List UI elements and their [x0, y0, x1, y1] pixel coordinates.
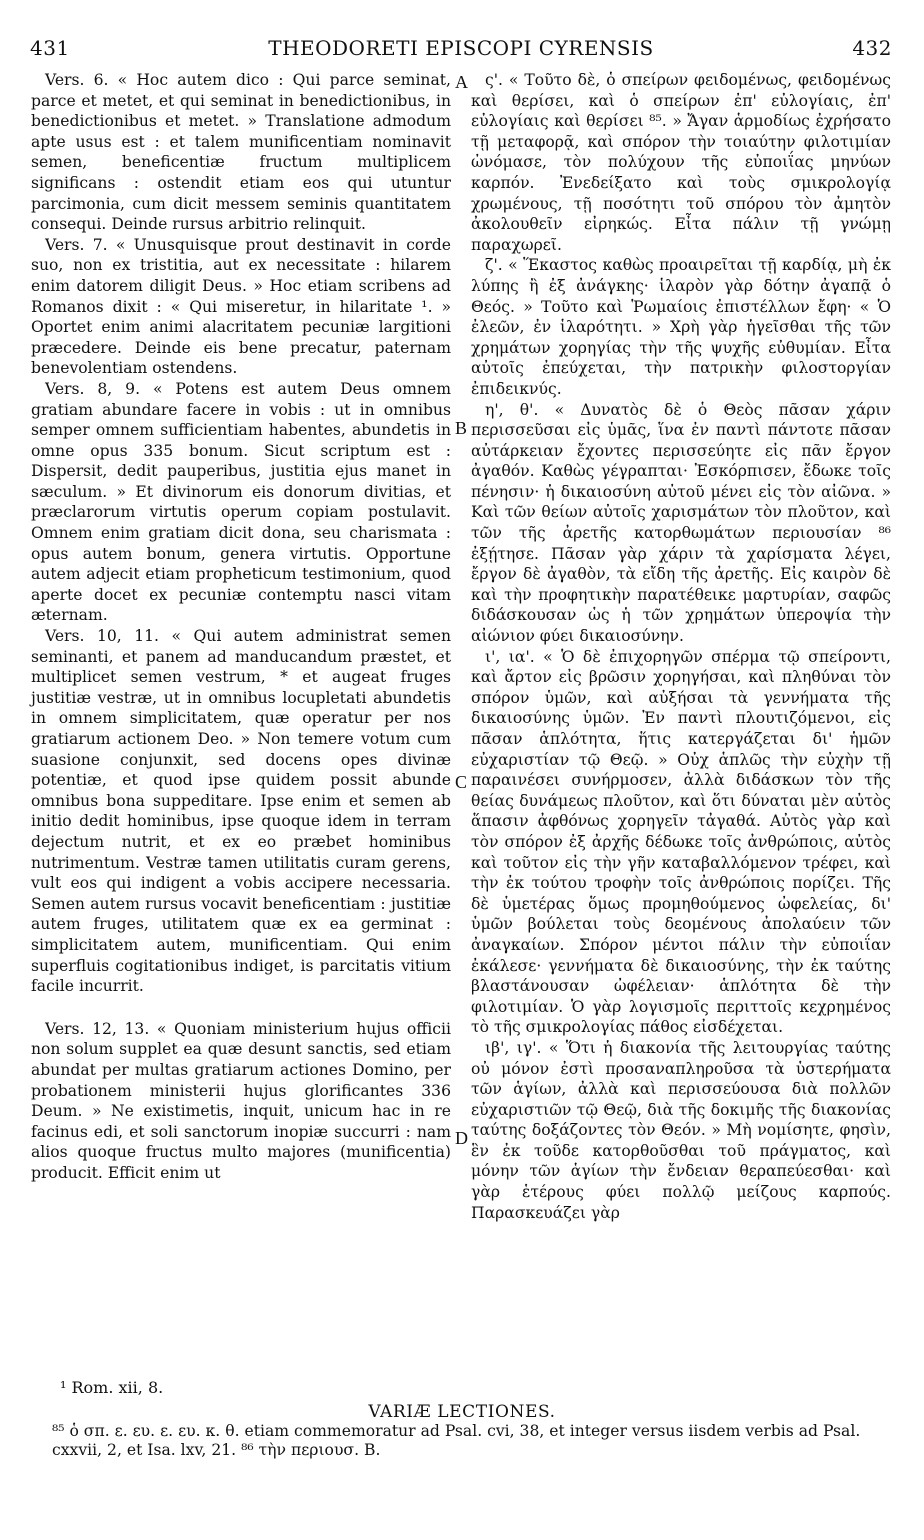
running-title: THEODORETI EPISCOPI CYRENSIS: [268, 36, 654, 60]
left-page-number: 431: [30, 36, 70, 60]
latin-paragraph: Vers. 6. « Hoc autem dico : Qui parce seminat, parce et metet, et qui seminat in benedictionibus, in benedictionibus et metet. » Translatione admodum apte usus est : et talem munificentiam nominavit semen, beneficentiæ fructum multiplicem significans : ostendit etiam eos qui utuntur parcimonia, cum dicit messem seminis quantitatem consequi. Deinde rursus arbitrio relinquit.: [31, 71, 451, 234]
right-page-number: 432: [852, 36, 892, 60]
section-marker-d: D: [455, 1128, 468, 1148]
footnote: ¹ Rom. xii, 8.: [60, 1378, 164, 1397]
latin-paragraph: Vers. 7. « Unusquisque prout destinavit in corde suo, non ex tristitia, aut ex necessitate : hilarem enim datorem diligit Deus. » Hoc etiam scribens ad Romanos dixit : « Qui miseretur, in hilaritate ¹. » Oportet enim animi alacritatem pecuniæ largitioni præcedere. Deinde eis bene precatur, paternam benevolentiam ostendens.: [31, 235, 451, 378]
greek-paragraph: ς'. « Τοῦτο δὲ, ὁ σπείρων φειδομένως, φειδομένως καὶ θερίσει, καὶ ὁ σπείρων ἐπ' εὐλογίαις, ἐπ' εὐλογίαις καὶ θερίσει ⁸⁵. » Ἄγαν ἁρμοδίως ἐχρήσατο τῇ μεταφορᾷ, καὶ σπόρον τὴν τοιαύτην φιλοτιμίαν ὠνόμασε, τὸν πολύχουν τῆς εὐποιΐας μηνύων καρπόν. Ἐνεδείξατο καὶ τοὺς σμικρολογίᾳ χρωμένους, τῇ ποσότητι τοῦ σπόρου τὸν ἀμητὸν ἀκολουθεῖν εἰρηκώς. Εἶτα πάλιν τῇ γνώμῃ παραχωρεῖ.: [471, 71, 891, 254]
greek-paragraph: η', θ'. « Δυνατὸς δὲ ὁ Θεὸς πᾶσαν χάριν περισσεῦσαι εἰς ὑμᾶς, ἵνα ἐν παντὶ πάντοτε πᾶσαν αὐτάρκειαν ἔχοντες περισσεύητε εἰς πᾶν ἔργον ἀγαθόν. Καθὼς γέγραπται· Ἐσκόρπισεν, ἔδωκε τοῖς πένησιν· ἡ δικαιοσύνη αὐτοῦ μένει εἰς τὸν αἰῶνα. » Καὶ τῶν θείων αὐτοῖς χαρισμάτων τὸν πλοῦτον, καὶ τῶν τῆς ἀρετῆς κατορθωμάτων περιουσίαν ⁸⁶ ἐξῄτησε. Πᾶσαν γὰρ χάριν τὰ χαρίσματα λέγει, ἔργον δὲ ἀγαθὸν, τὰ εἴδη τῆς ἀρετῆς. Εἰς καιρὸν δὲ καὶ τὴν προφητικὴν παρατέθεικε μαρτυρίαν, σαφῶς διδάσκουσαν ὡς ἡ τῶν χρημάτων ὑπεροψία τὴν αἰώνιον φύει δικαιοσύνην.: [471, 400, 891, 646]
latin-paragraph: Vers. 10, 11. « Qui autem administrat semen seminanti, et panem ad manducandum præstet, et multiplicet semen vestrum, * et augeat fruges justitiæ vestræ, ut in omnibus locupletati abundetis in omnem simplicitatem, quæ operatur per nos gratiarum actionem Deo. » Non temere votum cum suasione conjunxit, sed docens opes divinæ potentiæ, et quod ipse quidem possit abunde omnibus bona suppeditare. Ipse enim et semen ab initio dedit hominibus, ipse quoque idem in terram dejectum nutrit, et ex eo præbet hominibus nutrimentum. Vestræ tamen utilitatis curam gerens, vult eos qui indigent a vobis accipere necessaria. Semen autem rursus vocavit beneficentiam : justitiæ autem fruges, utilitatem quæ ex ea germinat : simplicitatem autem, munificentiam. Qui enim superfluis cogitationibus indiget, is parcitatis vitium facile incurrit.: [31, 627, 451, 996]
latin-column: [31, 70, 451, 1183]
latin-paragraph: Vers. 12, 13. « Quoniam ministerium hujus officii non solum supplet ea quæ desunt sanctis, sed etiam abundat per multas gratiarum actiones Domino, per probationem ministerii hujus glorificantes 336 Deum. » Ne existimetis, inquit, unicum hac in re facinus edi, et soli sanctorum inopiæ succurri : nam alios quoque fructus multo majores (munificentia) producit. Efficit enim ut: [31, 1019, 451, 1182]
greek-paragraph: ιβ', ιγ'. « Ὅτι ἡ διακονία τῆς λειτουργίας ταύτης οὐ μόνον ἐστὶ προσαναπληροῦσα τὰ ὑστερήματα τῶν ἁγίων, ἀλλὰ καὶ περισσεύουσα διὰ πολλῶν εὐχαριστιῶν τῷ Θεῷ, διὰ τῆς δοκιμῆς τῆς διακονίας ταύτης δοξάζοντες τὸν Θεόν. » Μὴ νομίσητε, φησὶν, ἓν ἐκ τοῦδε κατορθοῦσθαι τοῦ πράγματος, καὶ μόνην τῶν ἁγίων τὴν ἔνδειαν θεραπεύεσθαι· καὶ γὰρ ἑτέρους φύει πολλῷ μείζους καρπούς. Παρασκευάζει γὰρ: [471, 1038, 891, 1222]
section-marker-c: C: [455, 772, 468, 792]
greek-column: [471, 70, 891, 1223]
section-marker-b: B: [455, 418, 468, 438]
page-header: [30, 36, 892, 66]
greek-paragraph: ι', ια'. « Ὁ δὲ ἐπιχορηγῶν σπέρμα τῷ σπείροντι, καὶ ἄρτον εἰς βρῶσιν χορηγήσαι, καὶ πληθύναι τὸν σπόρον ὑμῶν, καὶ αὐξήσαι τὰ γεννήματα τῆς δικαιοσύνης ὑμῶν. Ἐν παντὶ πλουτιζόμενοι, εἰς πᾶσαν ἁπλότητα, ἥτις κατεργάζεται δι' ἡμῶν εὐχαριστίαν τῷ Θεῷ. » Οὐχ ἁπλῶς τὴν εὐχὴν τῇ παραινέσει συνήρμοσεν, ἀλλὰ διδάσκων τὸν τῆς θείας δυνάμεως πλοῦτον, καὶ ὅτι δύναται μὲν αὐτὸς ἅπασιν ἀφθόνως χορηγεῖν τἀγαθά. Αὐτὸς γὰρ καὶ τὸν σπόρον ἐξ ἀρχῆς δέδωκε τοῖς ἀνθρώποις, αὐτὸς καὶ τοῦτον εἰς τὴν γῆν καταβαλλόμενον τρέφει, καὶ τὴν ἐκ τούτου τροφὴν τοῖς ἀνθρώποις πορίζει. Τῆς δὲ ὑμετέρας ὅμως προμηθούμενος ὠφελείας, δι' ὑμῶν βούλεται τοὺς δεομένους ἀπολαύειν τῶν ἀναγκαίων. Σπόρον μέντοι πάλιν τὴν εὐποιΐαν ἐκάλεσε· γεννήματα δὲ δικαιοσύνης, τὴν ἐκ ταύτης βλαστάνουσαν ὠφέλειαν· ἁπλότητα δὲ τὴν φιλοτιμίαν. Ὁ γὰρ λογισμοῖς περιττοῖς κεχρημένος τὸ τῆς σμικρολογίας πάθος εἰσδέχεται.: [471, 647, 891, 1037]
variae-lectiones-text: ⁸⁵ ὁ σπ. ε. ευ. ε. ευ. κ. θ. etiam commemoratur ad Psal. cvi, 38, et integer versus iisdem verbis ad Psal. cxxvii, 2, et Isa. lxv, 21. ⁸⁶ τὴν περιουσ. B.: [52, 1422, 861, 1459]
section-marker-a: A: [455, 72, 468, 92]
variae-lectiones-title: VARIÆ LECTIONES.: [368, 1402, 556, 1422]
latin-paragraph: Vers. 8, 9. « Potens est autem Deus omnem gratiam abundare facere in vobis : ut in omnibus semper omnem sufficientiam habentes, abundetis in omne opus 335 bonum. Sicut scriptum est : Dispersit, dedit pauperibus, justitia ejus manet in sæculum. » Et divinorum eis donorum divitias, et præclarorum virtutis operum copiam postulavit. Omnem enim gratiam dicit dona, seu charismata : opus autem bonum, genera virtutis. Opportune autem adjecit etiam propheticum testimonium, quod aperte docet ex pecuniæ contemptu nasci vitam æternam.: [31, 379, 451, 625]
greek-paragraph: ζ'. « Ἕκαστος καθὼς προαιρεῖται τῇ καρδίᾳ, μὴ ἐκ λύπης ἢ ἐξ ἀνάγκης· ἱλαρὸν γὰρ δότην ἀγαπᾷ ὁ Θεός. » Τοῦτο καὶ Ῥωμαίοις ἐπιστέλλων ἔφη· « Ὁ ἐλεῶν, ἐν ἱλαρότητι. » Χρὴ γὰρ ἡγεῖσθαι τῆς τῶν χρημάτων χορηγίας τὴν τῆς ψυχῆς εὐθυμίαν. Εἶτα αὐτοῖς ἐπεύχεται, τὴν πατρικὴν φιλοστοργίαν ἐπιδεικνύς.: [471, 256, 891, 398]
